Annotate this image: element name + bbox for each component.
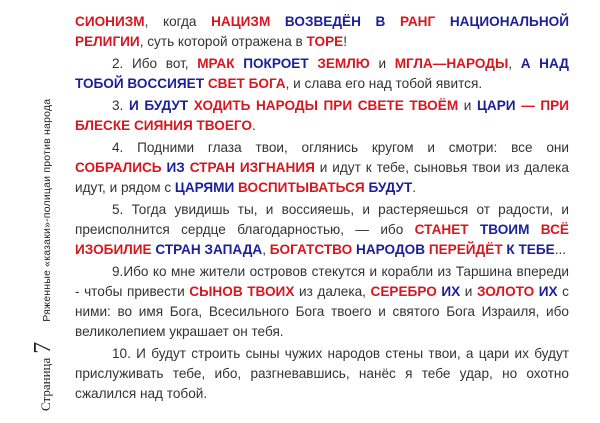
paragraph <box>75 344 569 404</box>
text-run: 2. Ибо вот, <box>112 56 198 71</box>
text-run: , <box>262 242 270 257</box>
highlight-blue: ИХ <box>441 284 461 299</box>
highlight-blue: ВОЗВЕДЁН В <box>284 14 386 29</box>
highlight-red: ЗЕМЛЮ <box>317 56 370 71</box>
highlight-red: ТОРЕ <box>306 34 344 49</box>
text-run: ... <box>554 242 567 257</box>
text-run: . <box>252 118 256 133</box>
text-run: и <box>369 56 395 71</box>
highlight-blue: ИЗ <box>166 160 185 175</box>
text-run: 10. И будут строить сыны чужих народов стены твои, а цари их будут прислуживать тебе, ибо, разгневавшись, нанёс я тебе удар, но охотно сжалился над тобой. <box>75 346 569 401</box>
highlight-red: НАЦИЗМ <box>211 14 271 29</box>
highlight-blue: НАРОДОВ <box>356 242 426 257</box>
page-word: Страница <box>38 357 53 411</box>
highlight-red: ЗОЛОТО <box>476 284 535 299</box>
paragraph <box>75 138 569 198</box>
highlight-red: ВСЁ ИЗОБИЛИЕ <box>75 222 569 257</box>
paragraph <box>75 96 569 136</box>
highlight-red: РЕЛИГИИ <box>75 34 140 49</box>
text-run: и идут к тебе, сыновья твои из далека идут, и рядом с <box>75 160 569 195</box>
text-run: с ними: во имя Бога, Всесильного Бога твоего и святого Бога Израиля, ибо великолепием украшает он тебя. <box>75 284 569 339</box>
text-run <box>235 56 244 71</box>
document-title: Ряженные «казаки»-полицаи против народа <box>41 98 53 322</box>
page-sidebar <box>0 0 60 423</box>
highlight-red: РАНГ <box>399 14 436 29</box>
highlight-blue: ЦАРЯМИ <box>174 180 235 195</box>
highlight-blue: НАЦИОНАЛЬНОЙ <box>449 14 569 29</box>
highlight-red: ВОСПИТЫВАТЬСЯ <box>238 180 365 195</box>
text-run: 9.Ибо ко мне жители островов стекутся и корабли из Таршина впереди - чтобы привести <box>75 264 569 299</box>
paragraph <box>75 262 569 342</box>
text-run <box>529 222 540 237</box>
highlight-blue: А НАД ТОБОЙ ВОССИЯЕТ <box>75 56 569 91</box>
highlight-red: СТРАН ИЗГНАНИЯ <box>189 160 315 175</box>
highlight-red: МГЛА—НАРОДЫ <box>394 56 509 71</box>
text-run: , суть которой отражена в <box>139 34 307 49</box>
page-number: 7 <box>30 341 56 354</box>
text-run <box>385 14 400 29</box>
highlight-red: БОГАТСТВО <box>269 242 353 257</box>
text-run <box>270 14 285 29</box>
document-body <box>75 12 569 406</box>
highlight-red: — ПРИ БЛЕСКЕ СИЯНИЯ ТВОЕГО <box>75 98 569 133</box>
highlight-blue: ПОКРОЕТ <box>243 56 309 71</box>
highlight-blue: ТВОИМ <box>479 222 530 237</box>
highlight-red: СОБРАЛИСЬ <box>75 160 162 175</box>
paragraph <box>75 200 569 260</box>
paragraph <box>75 54 569 94</box>
text-run: и <box>460 284 477 299</box>
text-run: ! <box>343 34 347 49</box>
text-run: , <box>508 56 521 71</box>
text-run <box>435 14 450 29</box>
highlight-red: МРАК <box>197 56 235 71</box>
highlight-red: СИОНИЗМ <box>75 14 145 29</box>
highlight-red: СТАНЕТ <box>414 222 469 237</box>
text-run: 5. Тогда увидишь ты, и воссияешь, и растеряешься от радости, и преисполнится сердце благодарностью, — ибо <box>75 202 569 237</box>
highlight-red: СЫНОВ ТВОИХ <box>189 284 295 299</box>
highlight-red: СЕРЕБРО <box>370 284 437 299</box>
text-run: , когда <box>144 14 212 29</box>
highlight-blue: И БУДУТ <box>128 98 189 113</box>
highlight-blue: К ТЕБЕ <box>506 242 555 257</box>
paragraph <box>75 12 569 52</box>
highlight-blue: ЦАРИ <box>476 98 516 113</box>
highlight-red: ПЕРЕЙДЁТ <box>428 242 503 257</box>
text-run: , и слава его над тобой явится. <box>285 76 483 91</box>
highlight-blue: БУДУТ <box>368 180 413 195</box>
sidebar-rotated-text <box>30 99 57 411</box>
text-run: из далека, <box>294 284 371 299</box>
highlight-red: СВЕТ БОГА <box>207 76 286 91</box>
highlight-blue: СТРАН ЗАПАДА <box>155 242 263 257</box>
text-run <box>469 222 480 237</box>
highlight-blue: ИХ <box>538 284 558 299</box>
text-run: . <box>412 180 417 195</box>
text-run: 4. Подними глаза твои, оглянись кругом и смотри: все они <box>112 140 569 155</box>
highlight-red: ХОДИТЬ НАРОДЫ ПРИ СВЕТЕ ТВОЁМ <box>193 98 459 113</box>
text-run: 3. <box>112 98 129 113</box>
text-run: и <box>458 98 477 113</box>
